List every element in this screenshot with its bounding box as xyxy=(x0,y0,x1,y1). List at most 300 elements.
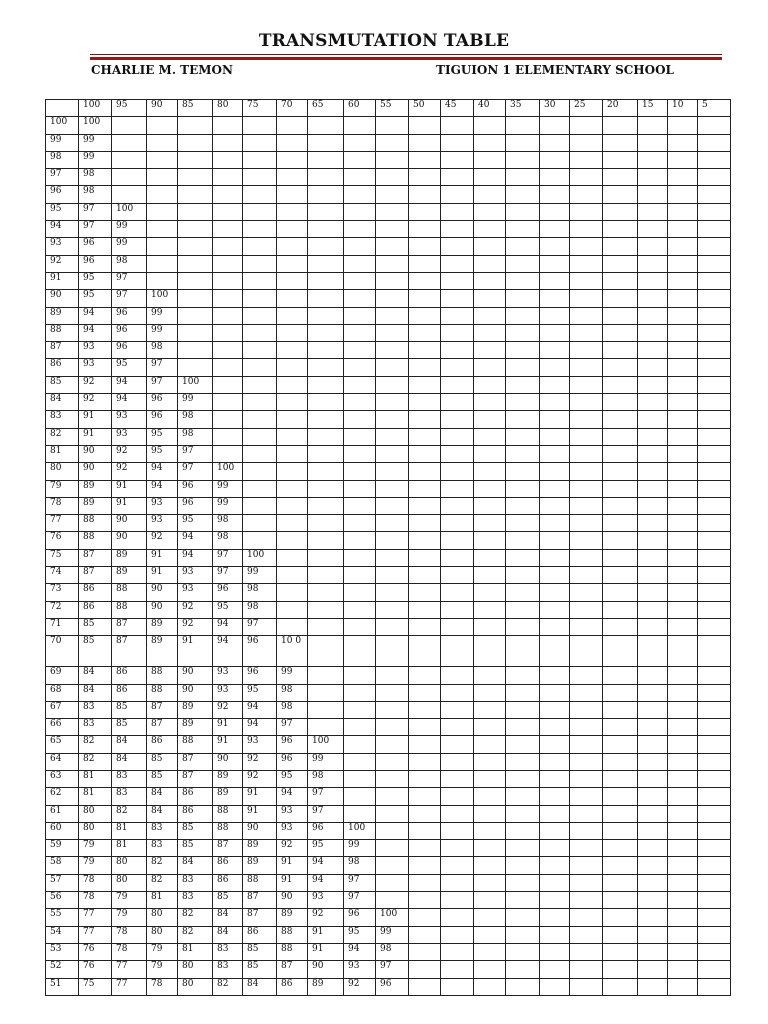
table-cell: 94 xyxy=(147,480,178,497)
table-cell xyxy=(213,359,243,376)
row-score-cell: 76 xyxy=(46,532,79,549)
table-cell xyxy=(441,684,474,701)
table-cell xyxy=(698,978,731,995)
table-cell xyxy=(474,238,506,255)
table-cell: 99 xyxy=(308,753,344,770)
row-score-cell: 90 xyxy=(46,290,79,307)
table-cell: 83 xyxy=(79,719,112,736)
table-cell xyxy=(668,221,698,238)
table-cell xyxy=(603,874,638,891)
table-cell xyxy=(570,445,603,462)
table-cell xyxy=(376,221,409,238)
table-cell xyxy=(376,394,409,411)
table-cell xyxy=(308,618,344,635)
table-cell xyxy=(409,943,441,960)
table-cell xyxy=(376,892,409,909)
table-cell xyxy=(441,255,474,272)
table-cell: 81 xyxy=(147,892,178,909)
table-cell: 80 xyxy=(112,857,147,874)
table-row xyxy=(46,238,731,255)
table-cell xyxy=(506,411,540,428)
row-score-cell: 70 xyxy=(46,636,79,667)
table-cell: 85 xyxy=(243,961,277,978)
table-cell xyxy=(603,272,638,289)
table-cell: 77 xyxy=(79,909,112,926)
table-cell xyxy=(474,394,506,411)
table-cell xyxy=(668,342,698,359)
table-cell xyxy=(603,822,638,839)
row-score-cell: 60 xyxy=(46,822,79,839)
table-cell xyxy=(376,307,409,324)
table-cell xyxy=(570,255,603,272)
table-cell xyxy=(638,943,668,960)
header-cell: 5 xyxy=(698,100,731,117)
table-cell: 96 xyxy=(178,497,213,514)
table-cell xyxy=(698,943,731,960)
table-cell: 93 xyxy=(277,805,308,822)
table-cell xyxy=(112,169,147,186)
table-cell: 100 xyxy=(79,117,112,134)
table-cell: 98 xyxy=(213,515,243,532)
table-cell xyxy=(441,376,474,393)
table-cell xyxy=(603,324,638,341)
table-cell xyxy=(506,909,540,926)
table-cell xyxy=(277,411,308,428)
table-cell xyxy=(474,480,506,497)
table-cell: 97 xyxy=(213,567,243,584)
table-cell xyxy=(603,221,638,238)
table-cell: 97 xyxy=(376,961,409,978)
table-cell xyxy=(570,134,603,151)
table-row xyxy=(46,636,731,667)
table-cell xyxy=(308,203,344,220)
table-cell xyxy=(603,701,638,718)
table-cell: 98 xyxy=(178,411,213,428)
table-cell xyxy=(308,463,344,480)
table-row xyxy=(46,463,731,480)
table-cell xyxy=(540,497,570,514)
table-cell xyxy=(698,788,731,805)
table-cell xyxy=(376,874,409,891)
table-cell xyxy=(474,978,506,995)
table-cell xyxy=(603,736,638,753)
table-cell xyxy=(474,342,506,359)
table-cell xyxy=(409,684,441,701)
table-row xyxy=(46,840,731,857)
row-score-cell: 58 xyxy=(46,857,79,874)
table-cell xyxy=(638,203,668,220)
table-cell xyxy=(213,169,243,186)
table-cell xyxy=(698,151,731,168)
table-cell xyxy=(474,307,506,324)
table-cell xyxy=(344,532,376,549)
table-cell xyxy=(668,636,698,667)
table-cell: 99 xyxy=(147,324,178,341)
table-cell xyxy=(409,151,441,168)
table-cell xyxy=(474,684,506,701)
row-score-cell: 59 xyxy=(46,840,79,857)
table-cell xyxy=(698,203,731,220)
table-cell xyxy=(409,719,441,736)
table-cell xyxy=(603,376,638,393)
table-cell xyxy=(308,667,344,684)
header-cell: 95 xyxy=(112,100,147,117)
table-cell: 97 xyxy=(112,290,147,307)
table-cell: 83 xyxy=(112,770,147,787)
table-cell xyxy=(376,584,409,601)
table-cell xyxy=(474,909,506,926)
table-cell xyxy=(603,428,638,445)
table-cell xyxy=(376,463,409,480)
table-cell: 98 xyxy=(308,770,344,787)
table-cell xyxy=(698,584,731,601)
table-cell xyxy=(638,324,668,341)
table-cell xyxy=(308,117,344,134)
table-cell xyxy=(570,719,603,736)
table-cell xyxy=(698,701,731,718)
table-cell xyxy=(441,840,474,857)
table-cell: 95 xyxy=(178,515,213,532)
table-cell xyxy=(409,221,441,238)
table-cell xyxy=(570,667,603,684)
table-cell xyxy=(668,684,698,701)
table-cell: 88 xyxy=(213,805,243,822)
row-score-cell: 88 xyxy=(46,324,79,341)
table-cell: 78 xyxy=(79,874,112,891)
table-cell xyxy=(441,445,474,462)
row-score-cell: 87 xyxy=(46,342,79,359)
table-row xyxy=(46,909,731,926)
table-cell: 84 xyxy=(213,909,243,926)
table-cell xyxy=(277,134,308,151)
table-cell: 87 xyxy=(243,909,277,926)
table-cell xyxy=(344,445,376,462)
table-cell: 93 xyxy=(178,584,213,601)
table-cell xyxy=(409,822,441,839)
table-cell xyxy=(638,736,668,753)
table-cell: 95 xyxy=(112,359,147,376)
table-cell xyxy=(540,892,570,909)
table-cell xyxy=(147,169,178,186)
table-cell: 96 xyxy=(112,307,147,324)
table-cell xyxy=(540,909,570,926)
row-score-cell: 93 xyxy=(46,238,79,255)
table-cell xyxy=(344,376,376,393)
table-cell: 84 xyxy=(112,753,147,770)
table-cell xyxy=(603,788,638,805)
row-score-cell: 95 xyxy=(46,203,79,220)
table-cell xyxy=(603,909,638,926)
table-cell xyxy=(441,290,474,307)
table-cell xyxy=(506,961,540,978)
table-cell xyxy=(213,272,243,289)
table-cell xyxy=(376,186,409,203)
table-row xyxy=(46,497,731,514)
table-cell xyxy=(376,134,409,151)
table-cell xyxy=(441,719,474,736)
table-cell xyxy=(698,909,731,926)
table-cell xyxy=(213,290,243,307)
table-cell xyxy=(308,515,344,532)
table-cell xyxy=(698,255,731,272)
table-cell: 88 xyxy=(112,584,147,601)
table-cell xyxy=(540,840,570,857)
table-cell xyxy=(409,324,441,341)
table-cell xyxy=(698,134,731,151)
table-cell xyxy=(178,169,213,186)
table-cell xyxy=(506,567,540,584)
table-cell xyxy=(344,770,376,787)
table-cell xyxy=(506,272,540,289)
table-cell: 94 xyxy=(178,532,213,549)
table-cell xyxy=(344,203,376,220)
table-cell xyxy=(570,770,603,787)
table-cell xyxy=(603,892,638,909)
table-cell: 78 xyxy=(112,943,147,960)
table-cell xyxy=(409,549,441,566)
table-cell xyxy=(376,324,409,341)
table-cell xyxy=(570,549,603,566)
table-cell: 93 xyxy=(213,684,243,701)
table-cell: 84 xyxy=(147,788,178,805)
table-cell xyxy=(344,117,376,134)
table-cell: 86 xyxy=(147,736,178,753)
table-cell xyxy=(570,290,603,307)
table-cell: 94 xyxy=(277,788,308,805)
table-cell xyxy=(474,290,506,307)
table-cell xyxy=(344,636,376,667)
table-cell xyxy=(638,719,668,736)
table-cell xyxy=(344,255,376,272)
table-cell: 78 xyxy=(79,892,112,909)
table-cell: 89 xyxy=(213,788,243,805)
table-cell xyxy=(409,445,441,462)
table-cell: 90 xyxy=(213,753,243,770)
row-score-cell: 92 xyxy=(46,255,79,272)
table-cell xyxy=(409,909,441,926)
table-cell xyxy=(474,822,506,839)
table-cell: 99 xyxy=(112,221,147,238)
table-cell xyxy=(638,445,668,462)
table-cell xyxy=(603,290,638,307)
table-row xyxy=(46,445,731,462)
table-cell xyxy=(698,186,731,203)
table-cell xyxy=(147,221,178,238)
table-cell xyxy=(638,117,668,134)
table-cell: 94 xyxy=(213,636,243,667)
table-cell xyxy=(474,411,506,428)
table-cell xyxy=(243,532,277,549)
table-cell xyxy=(698,169,731,186)
table-cell: 98 xyxy=(243,601,277,618)
table-cell xyxy=(540,307,570,324)
table-cell: 92 xyxy=(79,394,112,411)
table-cell xyxy=(243,463,277,480)
table-row xyxy=(46,342,731,359)
table-cell xyxy=(277,601,308,618)
table-cell: 91 xyxy=(147,567,178,584)
table-cell xyxy=(277,445,308,462)
table-cell: 83 xyxy=(147,840,178,857)
row-score-cell: 74 xyxy=(46,567,79,584)
table-row xyxy=(46,857,731,874)
table-cell xyxy=(376,618,409,635)
table-cell xyxy=(570,961,603,978)
table-cell xyxy=(506,238,540,255)
table-cell xyxy=(178,221,213,238)
table-cell xyxy=(603,445,638,462)
row-score-cell: 66 xyxy=(46,719,79,736)
table-cell: 87 xyxy=(147,719,178,736)
table-cell: 97 xyxy=(344,892,376,909)
table-cell: 99 xyxy=(344,840,376,857)
table-cell: 80 xyxy=(178,961,213,978)
table-cell xyxy=(277,169,308,186)
table-row xyxy=(46,805,731,822)
table-cell xyxy=(506,117,540,134)
table-cell xyxy=(441,134,474,151)
table-cell xyxy=(474,169,506,186)
table-cell xyxy=(409,892,441,909)
row-score-cell: 63 xyxy=(46,770,79,787)
table-cell xyxy=(474,618,506,635)
table-cell xyxy=(506,701,540,718)
table-cell xyxy=(441,549,474,566)
page-title: TRANSMUTATION TABLE xyxy=(258,31,510,51)
table-cell xyxy=(277,255,308,272)
table-cell: 86 xyxy=(112,684,147,701)
table-cell: 85 xyxy=(112,719,147,736)
table-cell: 97 xyxy=(344,874,376,891)
table-cell xyxy=(344,463,376,480)
table-cell xyxy=(376,636,409,667)
table-cell xyxy=(668,549,698,566)
table-cell: 97 xyxy=(178,445,213,462)
table-cell xyxy=(376,684,409,701)
table-cell xyxy=(570,169,603,186)
table-cell xyxy=(178,342,213,359)
table-cell xyxy=(506,857,540,874)
table-cell xyxy=(344,238,376,255)
table-cell xyxy=(506,788,540,805)
table-row xyxy=(46,618,731,635)
table-cell xyxy=(441,943,474,960)
row-score-cell: 68 xyxy=(46,684,79,701)
table-cell xyxy=(409,926,441,943)
table-cell xyxy=(506,307,540,324)
header-cell: 40 xyxy=(474,100,506,117)
table-cell xyxy=(474,359,506,376)
table-cell xyxy=(603,926,638,943)
table-cell: 97 xyxy=(79,203,112,220)
table-cell xyxy=(668,805,698,822)
table-cell xyxy=(409,840,441,857)
table-row xyxy=(46,667,731,684)
table-cell xyxy=(698,515,731,532)
table-cell xyxy=(376,601,409,618)
table-cell xyxy=(638,411,668,428)
row-score-cell: 69 xyxy=(46,667,79,684)
table-cell xyxy=(344,221,376,238)
table-cell xyxy=(603,497,638,514)
table-cell: 97 xyxy=(147,376,178,393)
header-cell: 30 xyxy=(540,100,570,117)
table-cell xyxy=(506,169,540,186)
table-cell: 91 xyxy=(308,926,344,943)
table-cell xyxy=(441,359,474,376)
table-cell xyxy=(638,667,668,684)
table-cell: 88 xyxy=(79,515,112,532)
table-cell xyxy=(638,549,668,566)
table-cell xyxy=(376,822,409,839)
table-cell xyxy=(668,203,698,220)
table-cell xyxy=(344,788,376,805)
table-cell xyxy=(698,532,731,549)
table-cell: 84 xyxy=(213,926,243,943)
table-cell xyxy=(112,117,147,134)
table-cell xyxy=(570,701,603,718)
table-cell xyxy=(409,736,441,753)
table-cell: 91 xyxy=(243,805,277,822)
table-cell xyxy=(540,719,570,736)
table-row xyxy=(46,874,731,891)
table-cell xyxy=(213,221,243,238)
table-cell xyxy=(603,584,638,601)
table-cell xyxy=(344,736,376,753)
table-cell xyxy=(474,736,506,753)
table-cell: 90 xyxy=(79,445,112,462)
table-cell xyxy=(243,324,277,341)
table-cell xyxy=(570,636,603,667)
table-cell xyxy=(474,186,506,203)
table-cell xyxy=(540,636,570,667)
table-cell xyxy=(506,684,540,701)
table-cell xyxy=(178,324,213,341)
table-cell xyxy=(638,532,668,549)
table-cell xyxy=(506,342,540,359)
table-cell xyxy=(344,134,376,151)
table-cell xyxy=(376,567,409,584)
table-cell xyxy=(376,770,409,787)
row-score-cell: 82 xyxy=(46,428,79,445)
header-rule-thick xyxy=(90,57,722,60)
table-cell xyxy=(698,428,731,445)
table-cell xyxy=(308,394,344,411)
table-cell xyxy=(603,840,638,857)
table-cell: 89 xyxy=(308,978,344,995)
table-cell xyxy=(698,480,731,497)
row-score-cell: 96 xyxy=(46,186,79,203)
table-row xyxy=(46,151,731,168)
table-cell xyxy=(638,463,668,480)
row-score-cell: 55 xyxy=(46,909,79,926)
table-cell: 94 xyxy=(213,618,243,635)
table-cell xyxy=(540,684,570,701)
table-cell xyxy=(698,719,731,736)
table-cell xyxy=(638,428,668,445)
table-cell: 95 xyxy=(79,272,112,289)
table-cell xyxy=(474,549,506,566)
table-cell xyxy=(409,874,441,891)
table-cell xyxy=(376,840,409,857)
table-cell: 89 xyxy=(243,840,277,857)
table-cell xyxy=(638,515,668,532)
table-cell xyxy=(638,701,668,718)
table-cell xyxy=(376,532,409,549)
table-cell xyxy=(668,515,698,532)
table-cell xyxy=(344,411,376,428)
table-cell xyxy=(506,770,540,787)
